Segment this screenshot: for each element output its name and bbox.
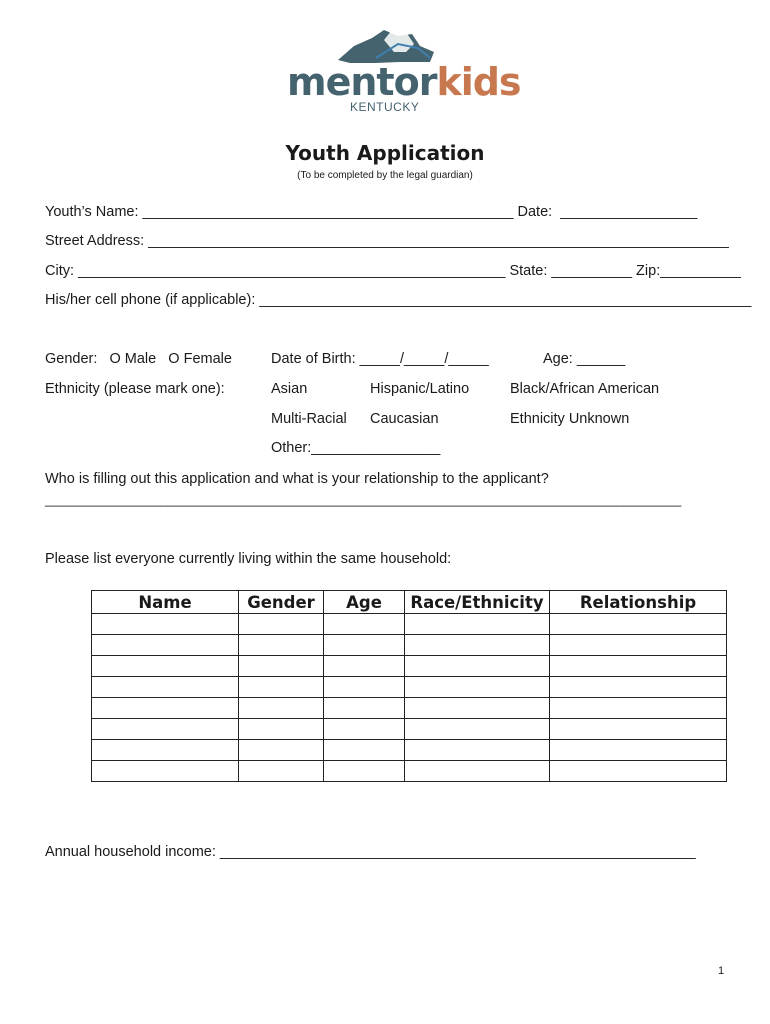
table-row	[92, 656, 727, 677]
ethnicity-option-other[interactable]: Other:________________	[271, 440, 441, 456]
ethnicity-option-multiracial[interactable]: Multi-Racial	[271, 411, 347, 427]
page-number: 1	[718, 965, 725, 977]
household-prompt: Please list everyone currently living within the same household:	[45, 551, 452, 567]
table-header-row	[92, 591, 727, 614]
table-cell[interactable]	[239, 761, 324, 782]
table-cell[interactable]	[550, 614, 727, 635]
table-row	[92, 740, 727, 761]
table-cell[interactable]	[550, 740, 727, 761]
table-cell[interactable]	[324, 614, 405, 635]
table-cell[interactable]	[405, 614, 550, 635]
ethnicity-option-asian[interactable]: Asian	[271, 381, 308, 397]
table-cell[interactable]	[92, 740, 239, 761]
gender-options[interactable]: Gender: O Male O Female	[45, 351, 232, 367]
age-field[interactable]: Age: ______	[543, 351, 626, 367]
column-header-gender: Gender	[239, 591, 324, 614]
logo-subtitle: KENTUCKY	[350, 100, 420, 114]
table-cell[interactable]	[239, 719, 324, 740]
table-cell[interactable]	[92, 719, 239, 740]
table-cell[interactable]	[92, 614, 239, 635]
table-cell[interactable]	[239, 740, 324, 761]
table-cell[interactable]	[550, 635, 727, 656]
logo-word-kids: kids	[436, 60, 521, 104]
table-cell[interactable]	[239, 656, 324, 677]
ethnicity-option-hispanic[interactable]: Hispanic/Latino	[370, 381, 470, 397]
table-cell[interactable]	[324, 698, 405, 719]
column-header-age: Age	[324, 591, 405, 614]
table-cell[interactable]	[324, 740, 405, 761]
table-cell[interactable]	[324, 656, 405, 677]
logo-wordmark	[287, 60, 521, 104]
table-cell[interactable]	[324, 677, 405, 698]
table-cell[interactable]	[239, 677, 324, 698]
table-cell[interactable]	[405, 656, 550, 677]
table-row	[92, 635, 727, 656]
table-cell[interactable]	[92, 761, 239, 782]
table-cell[interactable]	[405, 719, 550, 740]
table-cell[interactable]	[550, 677, 727, 698]
annual-income-field[interactable]: Annual household income: ___________________________________________________________	[45, 844, 696, 860]
table-cell[interactable]	[550, 656, 727, 677]
relationship-answer-line[interactable]: ________________________________________________________________________________________	[45, 492, 682, 507]
ethnicity-option-caucasian[interactable]: Caucasian	[370, 411, 439, 427]
table-row	[92, 698, 727, 719]
table-cell[interactable]	[324, 719, 405, 740]
table-cell[interactable]	[92, 635, 239, 656]
column-header-name: Name	[92, 591, 239, 614]
table-cell[interactable]	[324, 761, 405, 782]
table-cell[interactable]	[324, 635, 405, 656]
ethnicity-option-black[interactable]: Black/African American	[510, 381, 660, 397]
table-cell[interactable]	[405, 761, 550, 782]
logo-word-mentor: mentor	[287, 60, 437, 104]
table-cell[interactable]	[92, 656, 239, 677]
street-address-field[interactable]: Street Address: ________________________________________________________________________	[45, 233, 729, 249]
table-cell[interactable]	[550, 698, 727, 719]
table-cell[interactable]	[550, 719, 727, 740]
table-cell[interactable]	[550, 761, 727, 782]
ethnicity-label: Ethnicity (please mark one):	[45, 381, 225, 397]
table-row	[92, 719, 727, 740]
household-table	[91, 590, 727, 782]
cell-phone-field[interactable]: His/her cell phone (if applicable): _____________________________________________________________	[45, 292, 752, 308]
page-subtitle: (To be completed by the legal guardian)	[297, 170, 473, 181]
table-cell[interactable]	[239, 614, 324, 635]
date-of-birth-field[interactable]: Date of Birth: _____/_____/_____	[271, 351, 489, 367]
kentucky-state-shape	[338, 30, 434, 63]
table-cell[interactable]	[239, 698, 324, 719]
page-title: Youth Application	[285, 141, 485, 165]
table-row	[92, 677, 727, 698]
city-state-zip-field[interactable]: City: _____________________________________________________ State: __________ Zip:__________	[45, 263, 741, 279]
column-header-relationship: Relationship	[550, 591, 727, 614]
table-cell[interactable]	[239, 635, 324, 656]
table-row	[92, 614, 727, 635]
table-cell[interactable]	[92, 698, 239, 719]
table-cell[interactable]	[405, 635, 550, 656]
ethnicity-option-unknown[interactable]: Ethnicity Unknown	[510, 411, 630, 427]
table-cell[interactable]	[405, 740, 550, 761]
table-cell[interactable]	[92, 677, 239, 698]
relationship-question: Who is filling out this application and what is your relationship to the applicant?	[45, 471, 549, 487]
table-row	[92, 761, 727, 782]
column-header-race-ethnicity: Race/Ethnicity	[405, 591, 550, 614]
table-cell[interactable]	[405, 698, 550, 719]
table-cell[interactable]	[405, 677, 550, 698]
youth-name-field[interactable]: Youth’s Name: ______________________________________________ Date: _________________	[45, 204, 698, 220]
